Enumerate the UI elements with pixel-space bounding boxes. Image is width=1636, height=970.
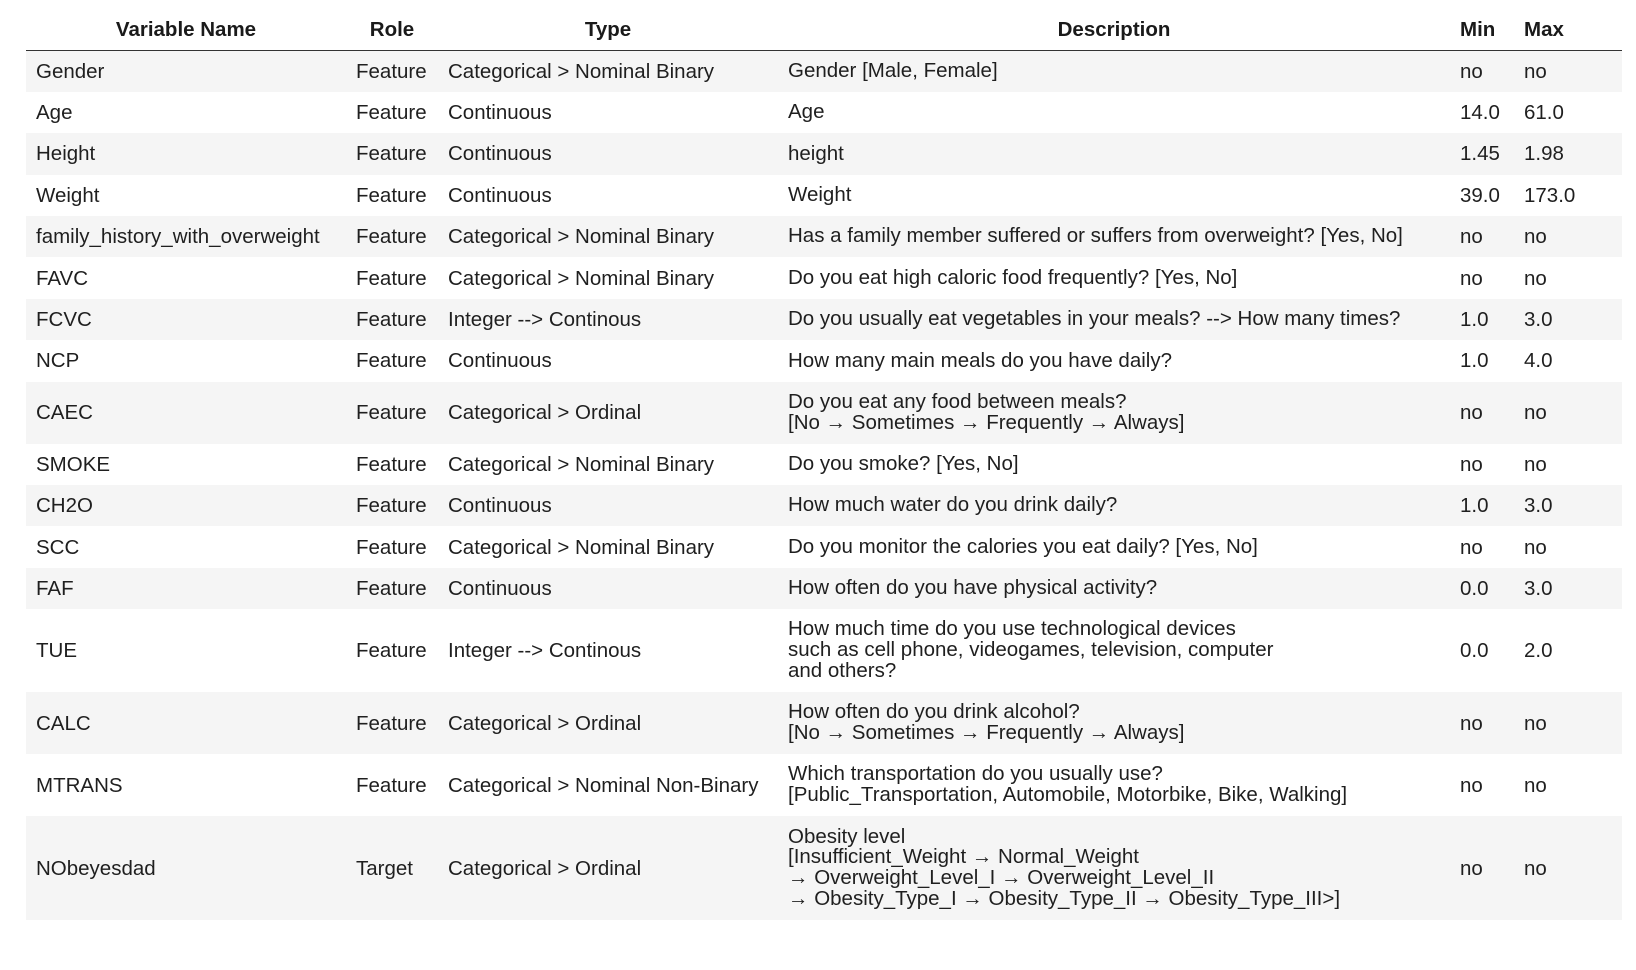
table-row — [26, 257, 1622, 298]
cell-role: Feature — [356, 452, 427, 476]
table-row — [26, 526, 1622, 567]
description-line: → Obesity_Type_I → Obesity_Type_II → Obesity_Type_III>] — [788, 886, 1341, 910]
cell-role: Feature — [356, 401, 427, 425]
table-row — [26, 340, 1622, 381]
cell-description — [778, 816, 1450, 920]
cell-description — [778, 299, 1450, 340]
cell-max: 2.0 — [1524, 639, 1553, 663]
cell-variable-name: FAVC — [36, 266, 89, 290]
cell-variable-name: Gender — [36, 59, 105, 83]
cell-min: no — [1460, 535, 1483, 559]
cell-role: Feature — [356, 59, 427, 83]
cell-type: Continuous — [448, 349, 552, 373]
cell-type: Continuous — [448, 494, 552, 518]
cell-type: Categorical > Nominal Binary — [448, 535, 715, 559]
description-line: How much water do you drink daily? — [788, 493, 1118, 517]
cell-variable-name: FCVC — [36, 308, 92, 332]
cell-min: no — [1460, 711, 1483, 735]
cell-max: 3.0 — [1524, 576, 1553, 600]
cell-variable-name: CH2O — [36, 494, 93, 518]
cell-role: Feature — [356, 266, 427, 290]
cell-max: 1.98 — [1524, 142, 1564, 166]
cell-role: Feature — [356, 535, 427, 559]
header-description: Description — [778, 10, 1450, 51]
description-line: such as cell phone, videogames, television, computer — [788, 638, 1274, 662]
cell-variable-name: Age — [36, 101, 73, 125]
table-header — [26, 10, 1622, 51]
cell-max: no — [1524, 59, 1547, 83]
cell-variable-name: NCP — [36, 349, 80, 373]
description-line: Has a family member suffered or suffers from overweight? [Yes, No] — [788, 224, 1403, 248]
cell-role: Feature — [356, 711, 427, 735]
cell-type: Categorical > Nominal Binary — [448, 452, 715, 476]
cell-variable-name: CALC — [36, 711, 91, 735]
cell-variable-name: FAF — [36, 576, 74, 600]
cell-type: Continuous — [448, 183, 552, 207]
cell-description — [778, 340, 1450, 381]
description-line: Obesity level — [788, 824, 906, 848]
cell-max: 61.0 — [1524, 101, 1564, 125]
cell-variable-name: NObeyesdad — [36, 856, 156, 880]
cell-role: Feature — [356, 101, 427, 125]
description-line: How often do you have physical activity? — [788, 576, 1158, 600]
header-max: Max — [1514, 10, 1622, 51]
variables-table — [26, 10, 1622, 920]
table-row — [26, 216, 1622, 257]
description-line: How much time do you use technological devices — [788, 617, 1236, 641]
cell-variable-name: TUE — [36, 639, 77, 663]
table-body — [26, 51, 1622, 921]
cell-type: Continuous — [448, 142, 552, 166]
table-row — [26, 444, 1622, 485]
cell-role: Feature — [356, 639, 427, 663]
table-row — [26, 51, 1622, 92]
cell-variable-name: SMOKE — [36, 452, 111, 476]
cell-min: 1.45 — [1460, 142, 1500, 166]
cell-type: Categorical > Ordinal — [448, 711, 642, 735]
description-line: → Overweight_Level_I → Overweight_Level_II — [788, 866, 1215, 890]
description-line: Age — [788, 100, 825, 124]
cell-variable-name: CAEC — [36, 401, 93, 425]
cell-min: 39.0 — [1460, 183, 1500, 207]
cell-description — [778, 257, 1450, 298]
cell-description — [778, 754, 1450, 816]
cell-min: no — [1460, 452, 1483, 476]
table-row — [26, 92, 1622, 133]
cell-min: 1.0 — [1460, 308, 1489, 332]
cell-max: no — [1524, 711, 1547, 735]
cell-type: Continuous — [448, 576, 552, 600]
cell-description — [778, 568, 1450, 609]
cell-type: Integer --> Continous — [448, 308, 642, 332]
cell-min: no — [1460, 59, 1483, 83]
variables-table-container — [26, 10, 1622, 920]
table-row — [26, 692, 1622, 754]
cell-description — [778, 175, 1450, 216]
cell-min: 0.0 — [1460, 639, 1489, 663]
cell-description — [778, 92, 1450, 133]
cell-description — [778, 133, 1450, 174]
table-row — [26, 568, 1622, 609]
cell-role: Feature — [356, 349, 427, 373]
cell-role: Feature — [356, 308, 427, 332]
cell-max: 3.0 — [1524, 494, 1553, 518]
table-row — [26, 609, 1622, 692]
description-line: Do you smoke? [Yes, No] — [788, 451, 1019, 475]
cell-max: no — [1524, 225, 1547, 249]
description-line: [Public_Transportation, Automobile, Motorbike, Bike, Walking] — [788, 783, 1348, 807]
description-line: Which transportation do you usually use? — [788, 762, 1163, 786]
header-row — [26, 10, 1622, 51]
table-row — [26, 816, 1622, 920]
description-line: [Insufficient_Weight → Normal_Weight — [788, 845, 1139, 869]
cell-max: 3.0 — [1524, 308, 1553, 332]
cell-max: no — [1524, 856, 1547, 880]
cell-description — [778, 526, 1450, 567]
cell-min: no — [1460, 773, 1483, 797]
cell-description — [778, 485, 1450, 526]
table-row — [26, 382, 1622, 444]
cell-variable-name: family_history_with_overweight — [36, 225, 320, 249]
cell-description — [778, 692, 1450, 754]
cell-max: no — [1524, 401, 1547, 425]
cell-max: no — [1524, 535, 1547, 559]
cell-role: Feature — [356, 576, 427, 600]
description-line: Gender [Male, Female] — [788, 59, 998, 83]
table-row — [26, 299, 1622, 340]
cell-type: Categorical > Nominal Binary — [448, 225, 715, 249]
cell-role: Target — [356, 856, 413, 880]
cell-type: Categorical > Nominal Binary — [448, 266, 715, 290]
header-type: Type — [438, 10, 778, 51]
cell-type: Categorical > Nominal Binary — [448, 59, 715, 83]
cell-type: Categorical > Nominal Non-Binary — [448, 773, 759, 797]
cell-max: no — [1524, 266, 1547, 290]
table-row — [26, 485, 1622, 526]
description-line: height — [788, 141, 844, 165]
cell-role: Feature — [356, 225, 427, 249]
description-line: [No → Sometimes → Frequently → Always] — [788, 721, 1185, 745]
cell-role: Feature — [356, 773, 427, 797]
description-line: Do you eat high caloric food frequently? [Yes, No] — [788, 265, 1238, 289]
cell-type: Categorical > Ordinal — [448, 401, 642, 425]
cell-min: no — [1460, 856, 1483, 880]
description-line: Do you usually eat vegetables in your meals? --> How many times? — [788, 307, 1401, 331]
description-line: and others? — [788, 659, 897, 683]
cell-max: 173.0 — [1524, 183, 1576, 207]
table-row — [26, 133, 1622, 174]
cell-type: Continuous — [448, 101, 552, 125]
cell-min: no — [1460, 225, 1483, 249]
cell-role: Feature — [356, 142, 427, 166]
cell-description — [778, 444, 1450, 485]
header-min: Min — [1450, 10, 1514, 51]
cell-max: 4.0 — [1524, 349, 1553, 373]
cell-max: no — [1524, 773, 1547, 797]
table-row — [26, 754, 1622, 816]
cell-min: 1.0 — [1460, 349, 1489, 373]
cell-min: 1.0 — [1460, 494, 1489, 518]
cell-role: Feature — [356, 494, 427, 518]
cell-description — [778, 51, 1450, 92]
description-line: Do you monitor the calories you eat daily? [Yes, No] — [788, 534, 1258, 558]
cell-min: 14.0 — [1460, 101, 1500, 125]
cell-type: Categorical > Ordinal — [448, 856, 642, 880]
cell-max: no — [1524, 452, 1547, 476]
cell-type: Integer --> Continous — [448, 639, 642, 663]
cell-variable-name: SCC — [36, 535, 80, 559]
cell-description — [778, 382, 1450, 444]
cell-min: 0.0 — [1460, 576, 1489, 600]
header-role: Role — [346, 10, 438, 51]
description-line: Do you eat any food between meals? — [788, 389, 1127, 413]
header-variable-name: Variable Name — [26, 10, 346, 51]
table-row — [26, 175, 1622, 216]
cell-role: Feature — [356, 183, 427, 207]
description-line: How often do you drink alcohol? — [788, 700, 1080, 724]
cell-variable-name: Weight — [36, 183, 100, 207]
description-line: Weight — [788, 182, 852, 206]
cell-description — [778, 609, 1450, 692]
cell-min: no — [1460, 266, 1483, 290]
description-line: How many main meals do you have daily? — [788, 348, 1172, 372]
cell-min: no — [1460, 401, 1483, 425]
cell-description — [778, 216, 1450, 257]
cell-variable-name: Height — [36, 142, 96, 166]
cell-variable-name: MTRANS — [36, 773, 123, 797]
description-line: [No → Sometimes → Frequently → Always] — [788, 410, 1185, 434]
